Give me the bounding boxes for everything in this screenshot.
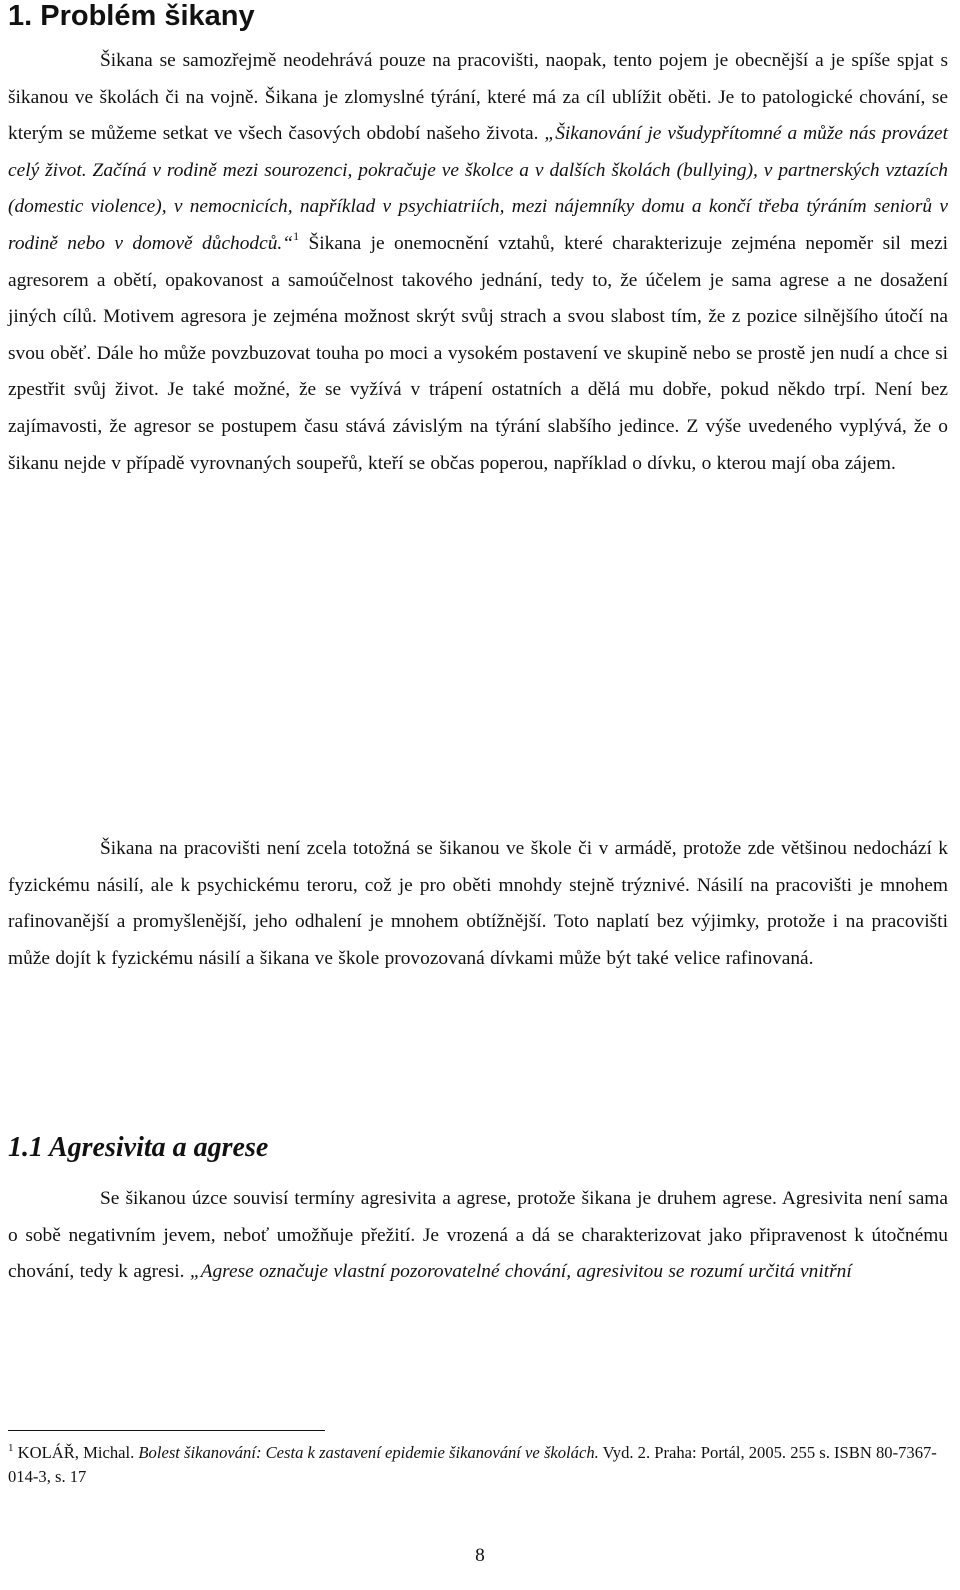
paragraph-1-text-a: Šikana se samozřejmě neodehrává pouze na pracovišti, naopak, tento pojem je obecnější a je spíše spjat s šikanou ve školách či na vojně. Šikana je zlomyslné týrání, které má za cíl ublížit oběti. Je to patologické chování, se kterým se můžeme setkat ve všech časových období našeho života. bbox=[8, 50, 948, 145]
page-number: 8 bbox=[475, 1545, 485, 1566]
section-title: 1.1 Agresivita a agrese bbox=[8, 1132, 269, 1163]
paragraph-2: Šikana na pracovišti není zcela totožná se šikanou ve škole či v armádě, protože zde většinou nedochází k fyzickému násilí, ale k psychickému teroru, což je pro oběti mnohdy stejně trýznivé. Násilí na pracovišti je mnohem rafinovanější a promyšlenější, jeho odhalení je mnohem obtížnější. Toto naplatí bez výjimky, protože i na pracovišti může dojít k fyzickému násilí a šikana ve škole provozovaná dívkami může být také velice rafinovaná. bbox=[8, 838, 948, 969]
chapter-title: 1. Problém šikany bbox=[8, 0, 255, 32]
footnote-title: Bolest šikanování: Cesta k zastavení epidemie šikanování ve školách. bbox=[138, 1443, 599, 1462]
paragraph-1-quote: „Šikanování je všudypřítomné a může nás provázet celý život. Začíná v rodině mezi sourozenci, pokračuje ve školce a v dalších školách (bullying), v partnerských vztazích (domestic violence), v nemocnicích, například v psychiatriích, mezi nájemníky domu a končí třeba týráním seniorů v rodině nebo v domově důchodců.“ bbox=[8, 123, 948, 254]
paragraph-3-text: Se šikanou úzce souvisí termíny agresivita a agrese, protože šikana je druhem agrese. Agresivita není sama o sobě negativním jevem, neboť umožňuje přežití. Je vrozená a dá se charakterizovat jako připravenost k útočnému chování, tedy k agresi. bbox=[8, 1188, 948, 1283]
paragraph-1-text-b: Šikana je onemocnění vztahů, které charakterizuje zejména nepoměr sil mezi agresorem a obětí, opakovanost a samoúčelnost takového jednání, tedy to, že účelem je sama agrese a ne dosažení jiných cílů. Motivem agresora je zejména možnost skrýt svůj strach a svou slabost tím, že z pozice silnějšího útočí na svou oběť. Dále ho může povzbuzovat touha po moci a vysokém postavení ve skupině nebo se prostě jen nudí a chce si zpestřit svůj život. Je také možné, že se vyžívá v trápení ostatních a dělá mu dobře, pokud někdo trpí. Není bez zajímavosti, že agresor se postupem času stává závislým na týrání slabšího jedince. Z výše uvedeného vyplývá, že o šikanu nejde v případě vyrovnaných soupeřů, kteří se občas poperou, například o dívku, o kterou mají oba zájem. bbox=[8, 232, 948, 474]
paragraph-3-quote-start: „Agrese označuje vlastní pozorovatelné chování, agresivitou se rozumí určitá vnitřní bbox=[189, 1261, 852, 1283]
footnote bbox=[8, 1441, 948, 1489]
paragraph-3 bbox=[8, 1181, 948, 1291]
footnote-reference[interactable]: 1 bbox=[293, 228, 300, 243]
footnote-author: KOLÁŘ, Michal. bbox=[17, 1443, 135, 1462]
footnote-details: Vyd. 2. Praha: Portál, 2005. 255 s. ISBN 80-7367-014-3, s. 17 bbox=[8, 1443, 937, 1486]
footnote-separator bbox=[8, 1430, 325, 1431]
paragraph-1 bbox=[8, 43, 948, 482]
footnote-number: 1 bbox=[8, 1442, 14, 1454]
